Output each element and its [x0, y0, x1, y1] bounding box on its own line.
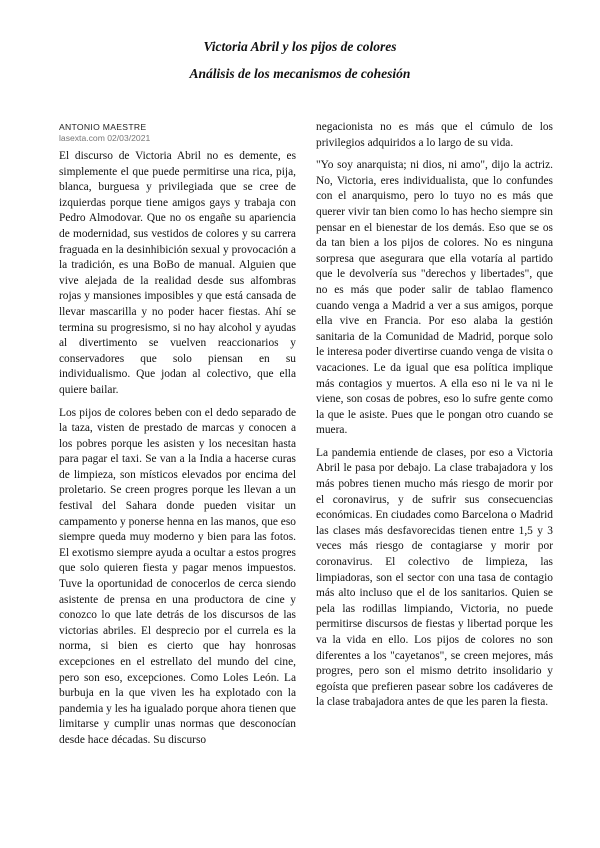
- right-column: [316, 120, 553, 718]
- paragraph: negacionista no es más que el cúmulo de los privilegios adquiridos a lo largo de su vida.: [316, 121, 553, 149]
- author-name: ANTONIO MAESTRE: [59, 122, 147, 132]
- paragraph: Los pijos de colores beben con el dedo separado de la taza, visten de prestado de marcas y conocen a los pobres porque les asisten y los necesitan hasta para pagar el taxi. Se van a la India a hacerse curas de limpieza, son místicos elevados por encima del proletario. Se creen progres porque les llevan a un festival del Sahara donde pueden visitar un campamento y ponerse henna en las manos, que eso siempre queda muy moderno y bien para las fotos. El exotismo siempre ayuda a ocultar a estos progres que solo quieren fiesta y pagar menos impuestos. Tuve la oportunidad de conocerlos de cerca siendo asistente de prensa en una productora de cine y conozco lo que late detrás de los discursos de las victorias abriles. El desprecio por el currela es la norma, si bien es cierto que hay honrosas excepciones en el estrellato del mundo del cine, pero son eso, excepciones. Como Loles León. La burbuja en la que viven les ha explotado con la pandemia y les ha igualado porque ahora tienen que limitarse y cumplir unas normas que desconocían desde hace décadas. Su discurso: [59, 406, 296, 746]
- document-subtitle: Análisis de los mecanismos de cohesión: [189, 66, 411, 81]
- document-title: Victoria Abril y los pijos de colores: [203, 39, 397, 54]
- source-date: lasexta.com 02/03/2021: [59, 133, 151, 143]
- paragraph: "Yo soy anarquista; ni dios, ni amo", dijo la actriz. No, Victoria, eres individualista, que lo confundes con el anarquismo, pero lo tuyo no es más que querer vivir tan bien como lo has hecho siempre sin pensar en el bienestar de los demás. Eso que se os da tan bien a los pijos de colores. No es ninguna sorpresa que asegurara que ella votaría al partido que le devolvería sus "derechos y libertades", que no es más que poder salir de tablao flamenco cuando venga a Madrid a ver a sus amigos, porque ella vive en Francia. Por eso alaba la gestión sanitaria de la Comunidad de Madrid, porque solo le interesa poder divertirse cuando venga de visita o vacaciones. Le da igual que esa política implique más contagios y muertos. A ella eso ni le va ni le viene, son cosas de pobres, eso lo sufre gente como la que le asiste. Pues que le pongan otro cuando se muera.: [316, 159, 553, 437]
- paragraph: La pandemia entiende de clases, por eso a Victoria Abril le pasa por debajo. La clase trabajadora y los más pobres tienen mucho más riesgo de morir por el coronavirus, y de sufrir sus consecuencias económicas. En ciudades como Barcelona o Madrid las clases más desfavorecidas tienen entre 1,5 y 3 veces más riesgo de contagiarse y morir por coronavirus. El colectivo de limpieza, las limpiadoras, son el sector con una tasa de contagio más alto incluso que el de los sanitarios. Quien se pela las rodillas limpiando, Victoria, no puede permitirse discursos de fiestas y libertad porque les va la vida en ello. Los pijos de colores no son diferentes a los "cayetanos", se creen mejores, más progres, pero son el mismo detrito insolidario y egoísta que prefieren pasear sobre los cadáveres de la clase trabajadora antes de que les paren la fiesta.: [316, 446, 553, 709]
- paragraph: El discurso de Victoria Abril no es demente, es simplemente el que puede permitirse una rica, pija, blanca, burguesa y privilegiada que se cree de izquierdas porque tiene amigos gays y trabaja con Pedro Almodovar. Que no os engañe su apariencia de modernidad, sus vestidos de colores y su carrera fraguada en la desinhibición sexual y provocación a la tradición, es una BoBo de manual. Alguien que vive alejada de la realidad desde sus alfombras rojas y mansiones imposibles y que está cansada de llevar mascarilla y no poder hacer fiestas. Ahí se termina su progresismo, si no hay alcohol y ayudas al divertimento se vuelven reaccionarios y conservadores que solo piensan en su individualismo. Que jodan al colectivo, que ella quiere bailar.: [59, 150, 296, 396]
- left-column: [59, 120, 296, 756]
